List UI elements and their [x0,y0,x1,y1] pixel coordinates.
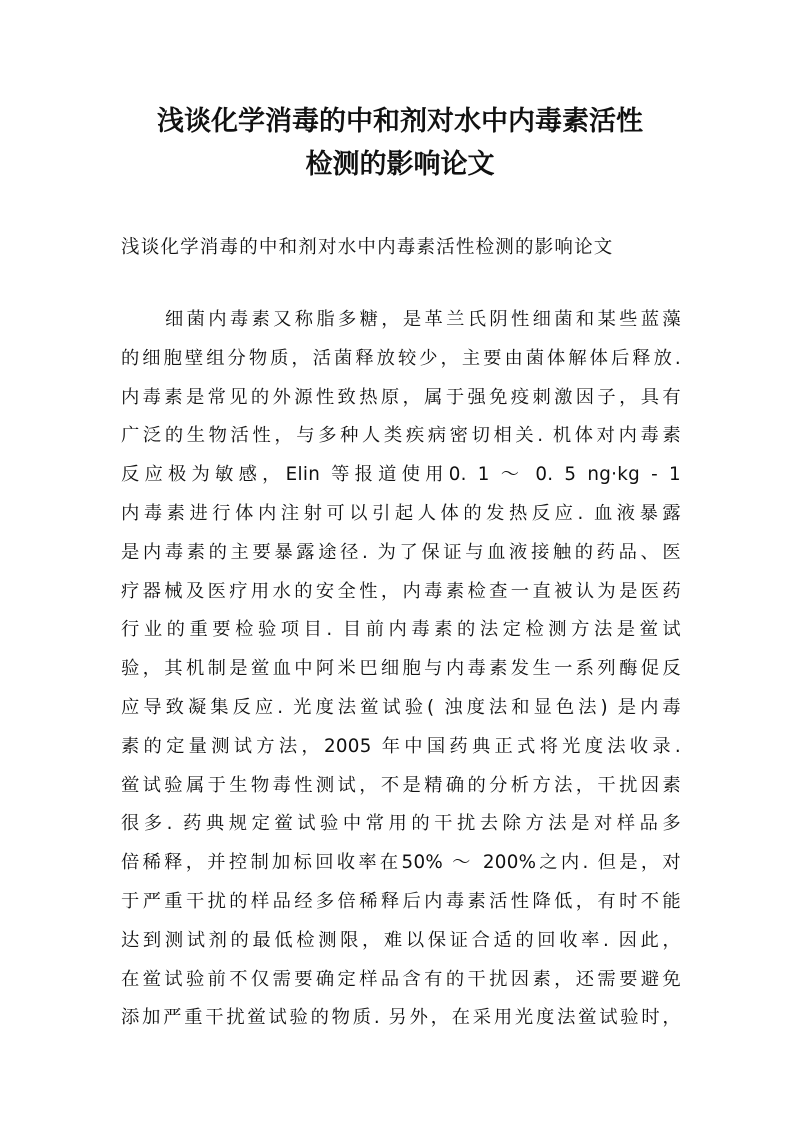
document-title-line-1: 浅谈化学消毒的中和剂对水中内毒素活性 [157,106,643,137]
body-line: 疗器械及医疗用水的安全性，内毒素检查一直被认为是医药 [121,580,681,602]
body-line: 是内毒素的主要暴露途径. 为了保证与血液接触的药品、医 [121,541,681,563]
document-title-line-2: 检测的影响论文 [305,149,495,180]
body-line: 添加严重干扰鲎试验的物质. 另外，在采用光度法鲎试验时， [121,1007,681,1029]
body-line: 行业的重要检验项目. 目前内毒素的法定检测方法是鲎试 [121,619,681,641]
body-paragraph [121,305,681,1042]
body-line: 内毒素进行体内注射可以引起人体的发热反应. 血液暴露 [121,502,681,524]
body-line: 于严重干扰的样品经多倍稀释后内毒素活性降低，有时不能 [121,890,681,912]
body-line: 素的定量测试方法，2005 年中国药典正式将光度法收录. [121,735,681,757]
body-line: 广泛的生物活性，与多种人类疾病密切相关. 机体对内毒素 [121,425,681,447]
body-line: 倍稀释，并控制加标回收率在50% ～ 200%之内. 但是，对 [121,852,681,874]
body-line: 达到测试剂的最低检测限，难以保证合适的回收率. 因此， [121,929,681,951]
body-line: 在鲎试验前不仅需要确定样品含有的干扰因素，还需要避免 [121,968,681,990]
body-line: 反应极为敏感，Elin 等报道使用0. 1 ～ 0. 5 ng·kg - 1 [121,464,681,486]
body-line: 应导致凝集反应. 光度法鲎试验( 浊度法和显色法) 是内毒 [121,696,681,718]
body-line: 内毒素是常见的外源性致热原，属于强免疫刺激因子，具有 [121,386,681,408]
body-line: 的细胞壁组分物质，活菌释放较少，主要由菌体解体后释放. [121,347,681,369]
body-line: 很多. 药典规定鲎试验中常用的干扰去除方法是对样品多 [121,813,681,835]
body-line: 验，其机制是鲎血中阿米巴细胞与内毒素发生一系列酶促反 [121,658,681,680]
body-line: 鲎试验属于生物毒性测试，不是精确的分析方法，干扰因素 [121,774,681,796]
document-subtitle: 浅谈化学消毒的中和剂对水中内毒素活性检测的影响论文 [121,237,614,258]
body-line: 细菌内毒素又称脂多糖，是革兰氏阴性细菌和某些蓝藻 [165,309,681,330]
